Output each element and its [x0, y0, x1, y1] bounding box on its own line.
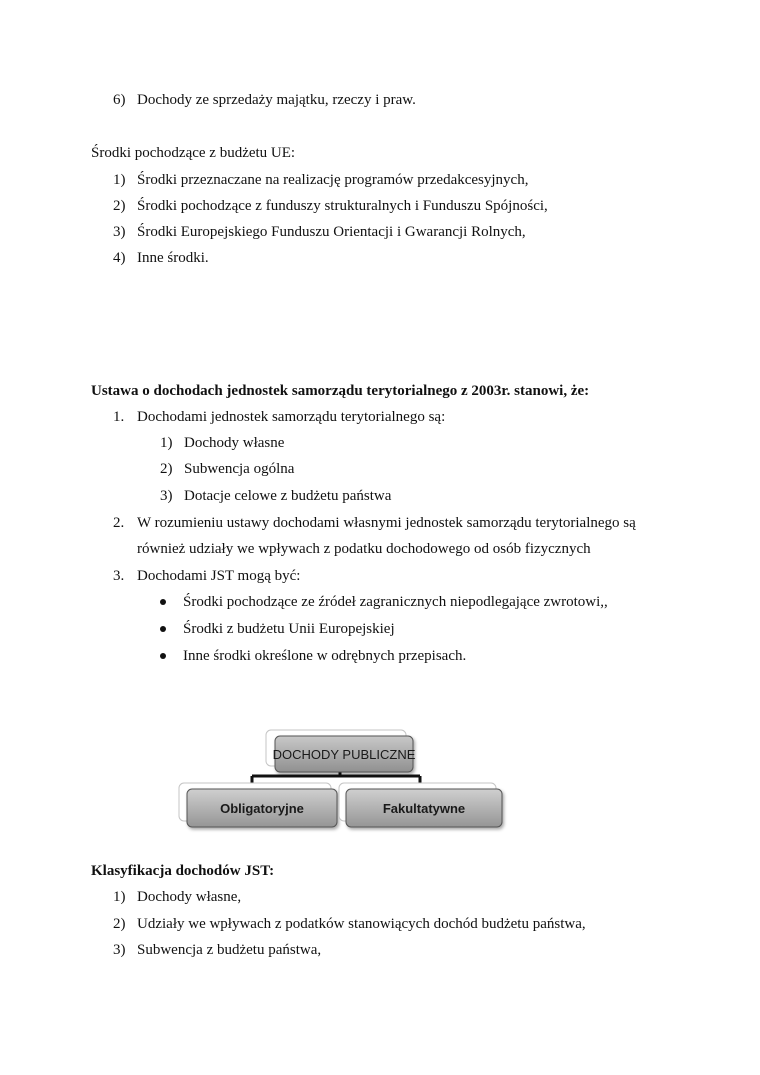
list-item [113, 888, 241, 906]
list-item-text: Udziały we wpływach z podatków stanowiących dochód budżetu państwa, [137, 916, 586, 932]
sub-list-item-text: Dochody własne [184, 435, 285, 451]
list-item-text: Środki pochodzące z funduszy strukturalnych i Funduszu Spójności, [137, 198, 548, 214]
sub-list-item-text: Dotacje celowe z budżetu państwa [184, 488, 392, 504]
diagram-root-label: DOCHODY PUBLICZNE [272, 747, 416, 762]
list-item-number: 6) [113, 92, 126, 108]
list-item-number: 1) [113, 889, 126, 905]
list-item-number: 2) [113, 916, 126, 932]
list-item-text: Środki Europejskiego Funduszu Orientacji i Gwarancji Rolnych, [137, 224, 526, 240]
list-item-text: Inne środki. [137, 250, 209, 266]
sub-list-item-text: Subwencja ogólna [184, 461, 295, 477]
eu-section-heading: Środki pochodzące z budżetu UE: [91, 145, 296, 161]
list-item-text: Subwencja z budżetu państwa, [137, 942, 322, 958]
list-item [113, 941, 321, 959]
bullet-item-text: Środki pochodzące ze źródeł zagranicznych niepodlegające zwrotowi,, [183, 594, 608, 610]
sub-list-item-number: 2) [160, 461, 173, 477]
sub-list-item-number: 1) [160, 435, 173, 451]
law-point-text-line2: również udziały we wpływach z podatku dochodowego od osób fizycznych [137, 541, 591, 557]
law-section-heading: Ustawa o dochodach jednostek samorządu terytorialnego z 2003r. stanowi, że: [91, 383, 590, 399]
list-item-text: Środki przeznaczane na realizację programów przedakcesyjnych, [137, 172, 529, 188]
list-item-text: Dochody własne, [137, 889, 242, 905]
list-item [113, 915, 586, 933]
diagram-child-node [339, 783, 502, 827]
classification-heading: Klasyfikacja dochodów JST: [91, 863, 275, 879]
diagram-child-label: Fakultatywne [382, 801, 466, 816]
list-item-number: 2) [113, 198, 126, 214]
bullet-item-text: Środki z budżetu Unii Europejskiej [183, 621, 395, 637]
law-point-number: 3. [113, 568, 125, 584]
sub-list-item-number: 3) [160, 488, 173, 504]
law-point-text: Dochodami JST mogą być: [137, 568, 301, 584]
law-point-number: 1. [113, 409, 125, 425]
diagram-child-node [179, 783, 337, 827]
list-item-number: 3) [113, 942, 126, 958]
diagram-root-node [266, 730, 416, 772]
law-point-number: 2. [113, 515, 125, 531]
bullet-item-text: Inne środki określone w odrębnych przepisach. [183, 648, 467, 664]
law-point-text-line1: W rozumieniu ustawy dochodami własnymi jednostek samorządu terytorialnego są [137, 515, 636, 531]
diagram-child-label: Obligatoryjne [220, 801, 304, 816]
list-item-text: Dochody ze sprzedaży majątku, rzeczy i praw. [137, 92, 416, 108]
list-item-number: 4) [113, 250, 126, 266]
list-item-number: 3) [113, 224, 126, 240]
law-point-text: Dochodami jednostek samorządu terytorialnego są: [137, 409, 446, 425]
list-item-number: 1) [113, 172, 126, 188]
